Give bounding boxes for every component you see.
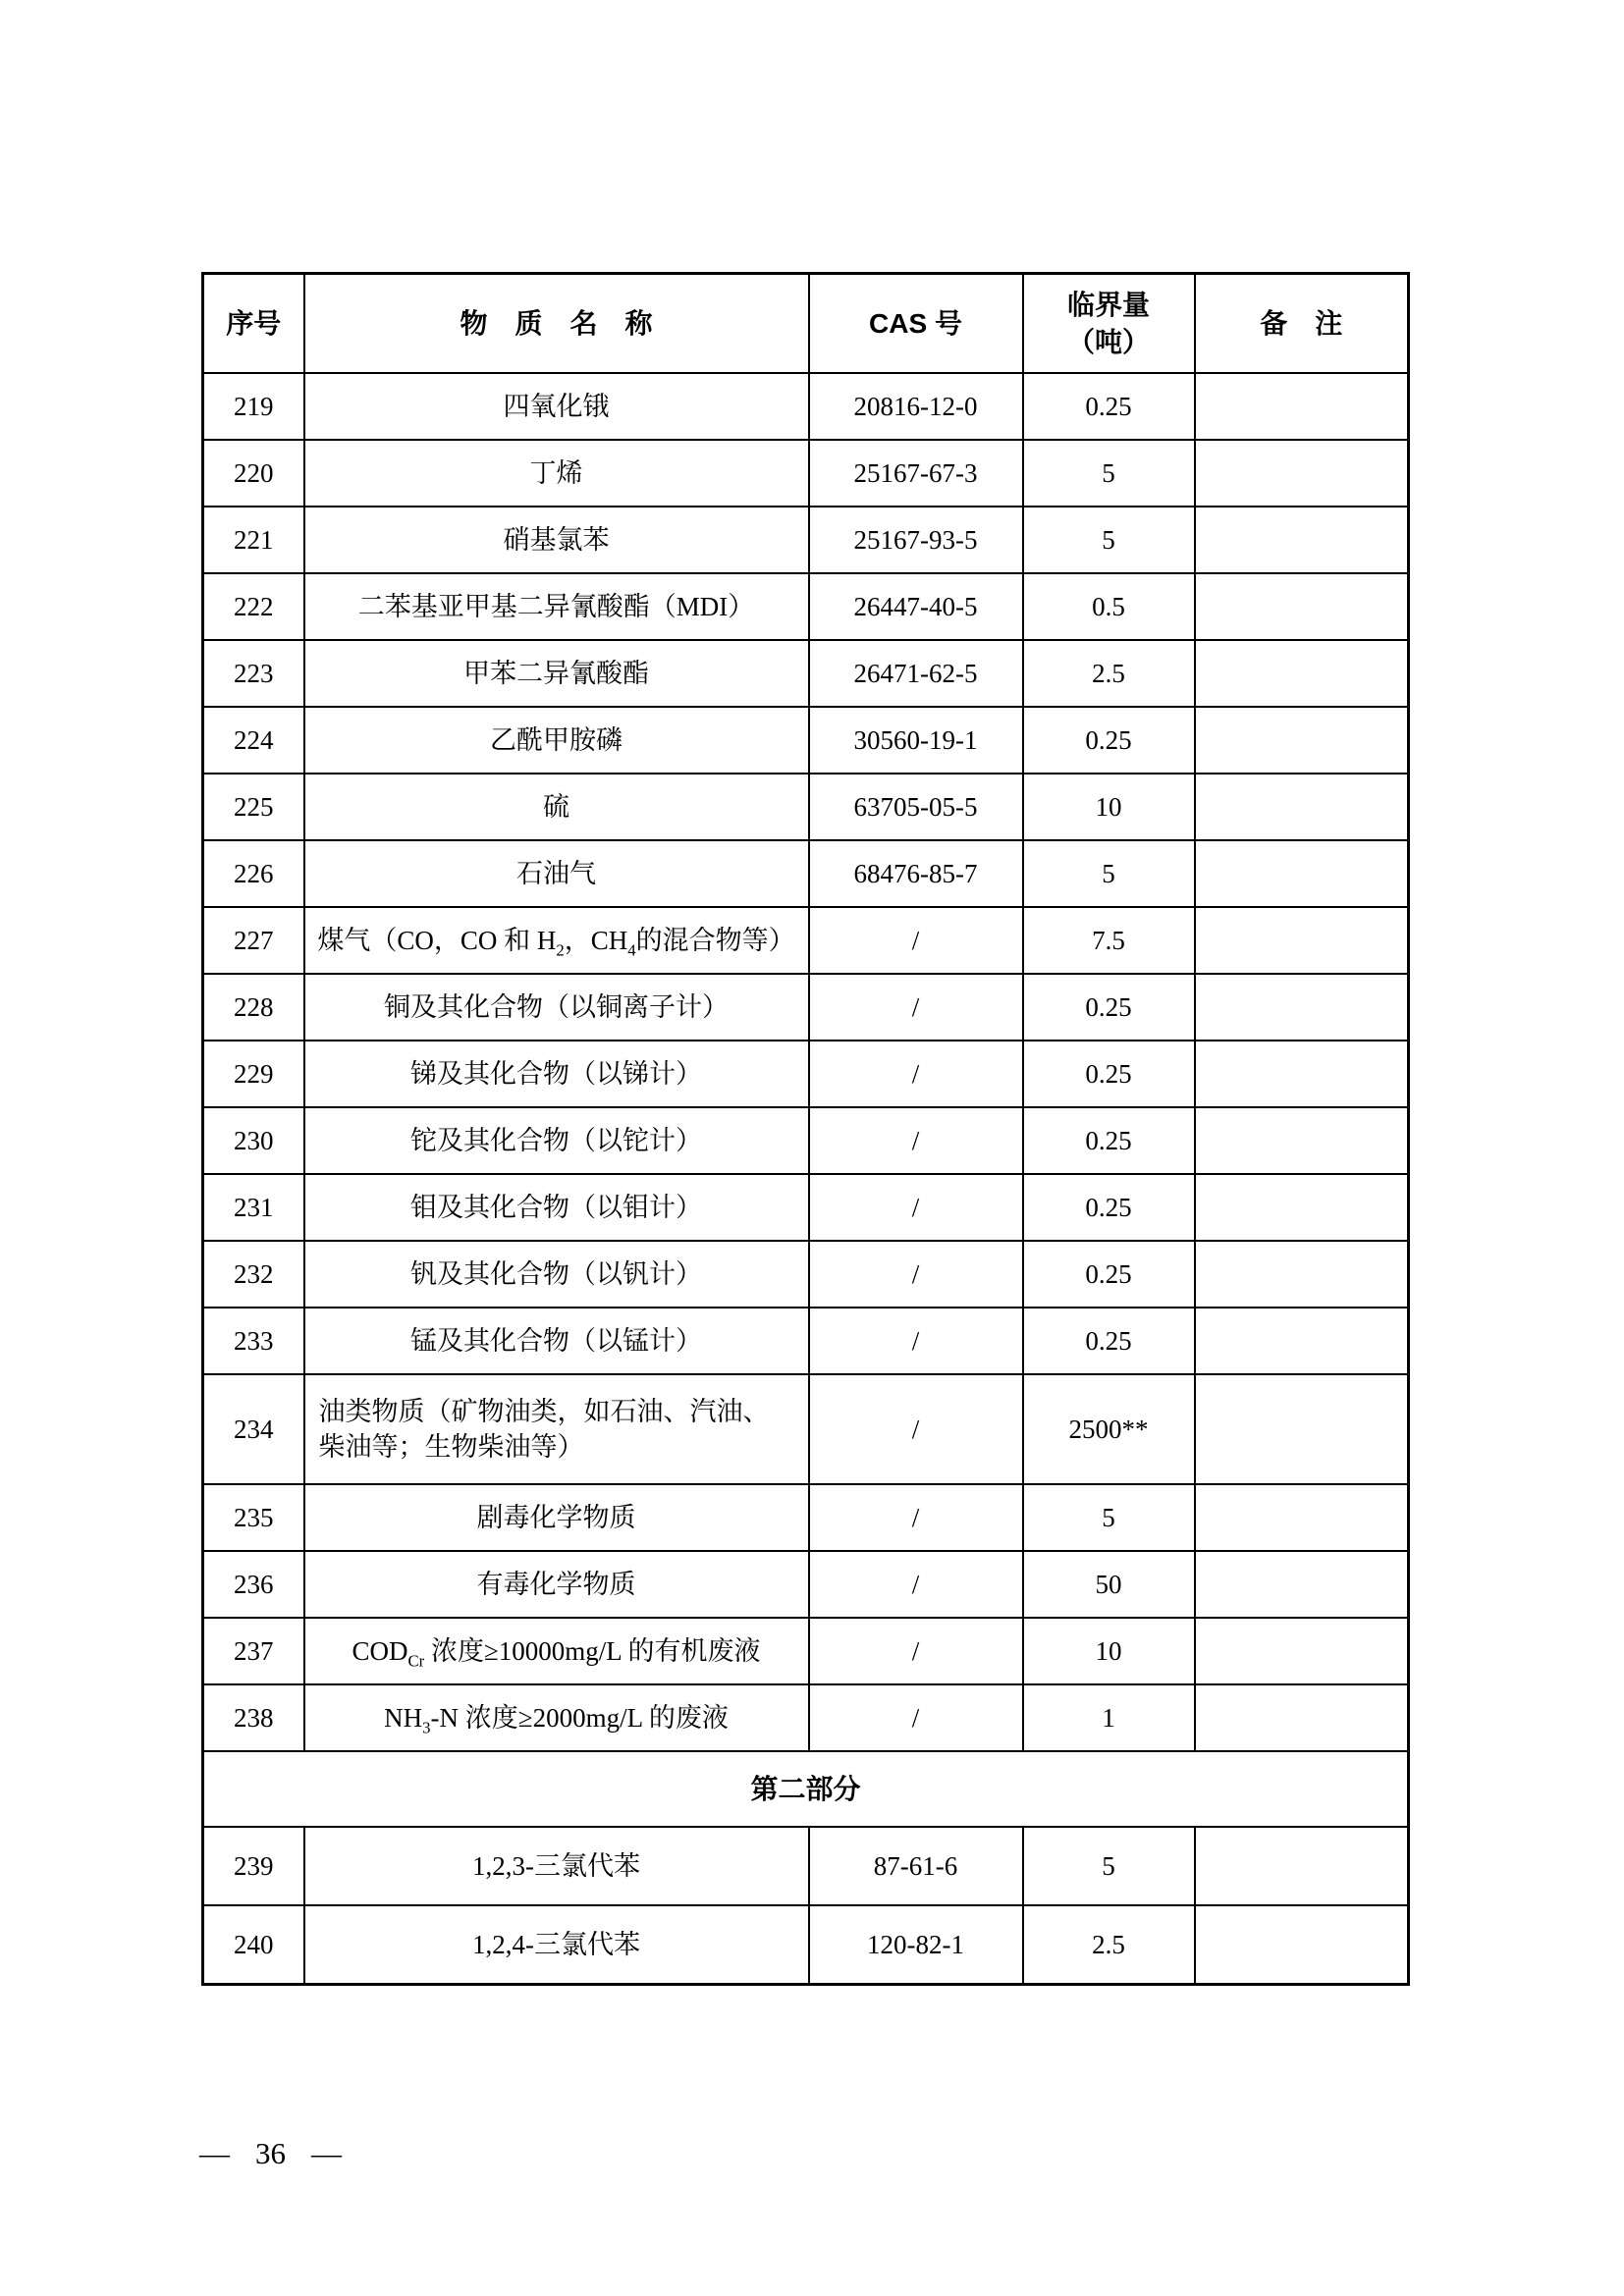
threshold-cell: 0.25 xyxy=(1023,1241,1195,1308)
row-index-cell: 240 xyxy=(203,1905,304,1984)
threshold-cell: 0.25 xyxy=(1023,1174,1195,1241)
substance-name-cell: 剧毒化学物质 xyxy=(304,1484,809,1551)
cas-number-cell: 26447-40-5 xyxy=(809,573,1023,640)
substance-name-cell: 钒及其化合物（以钒计） xyxy=(304,1241,809,1308)
substance-name-cell: 1,2,4-三氯代苯 xyxy=(304,1905,809,1984)
substance-name-cell: 二苯基亚甲基二异氰酸酯（MDI） xyxy=(304,573,809,640)
substance-name-cell: 乙酰甲胺磷 xyxy=(304,707,809,774)
row-index-cell: 226 xyxy=(203,840,304,907)
remark-cell xyxy=(1195,1241,1409,1308)
table-row xyxy=(203,440,1409,507)
remark-cell xyxy=(1195,507,1409,573)
cas-number-cell: 120-82-1 xyxy=(809,1905,1023,1984)
threshold-cell: 5 xyxy=(1023,1484,1195,1551)
threshold-cell: 5 xyxy=(1023,840,1195,907)
table-row xyxy=(203,974,1409,1041)
threshold-cell: 1 xyxy=(1023,1684,1195,1751)
row-index-cell: 237 xyxy=(203,1618,304,1684)
cas-number-cell: 25167-67-3 xyxy=(809,440,1023,507)
table-row xyxy=(203,1107,1409,1174)
remark-cell xyxy=(1195,974,1409,1041)
row-index-cell: 233 xyxy=(203,1308,304,1374)
cas-number-cell: 68476-85-7 xyxy=(809,840,1023,907)
page-footer xyxy=(199,2136,342,2171)
cas-number-cell: 26471-62-5 xyxy=(809,640,1023,707)
table-row xyxy=(203,1827,1409,1905)
table-row xyxy=(203,1618,1409,1684)
footer-left-dash: — xyxy=(199,2136,230,2170)
table-row xyxy=(203,707,1409,774)
cas-number-cell: / xyxy=(809,1374,1023,1484)
substance-name-cell: 煤气（CO，CO 和 $H_2$，$CH_4$的混合物等） xyxy=(304,907,809,974)
remark-cell xyxy=(1195,1374,1409,1484)
threshold-cell: 0.25 xyxy=(1023,373,1195,440)
threshold-cell: 50 xyxy=(1023,1551,1195,1618)
row-index-cell: 230 xyxy=(203,1107,304,1174)
section-divider-label: 第二部分 xyxy=(203,1751,1409,1827)
header-threshold-line2: （吨） xyxy=(1066,326,1150,357)
remark-cell xyxy=(1195,707,1409,774)
cas-number-cell: 63705-05-5 xyxy=(809,774,1023,840)
substance-name-cell: 铊及其化合物（以铊计） xyxy=(304,1107,809,1174)
remark-cell xyxy=(1195,1618,1409,1684)
threshold-cell: 2.5 xyxy=(1023,640,1195,707)
row-index-cell: 225 xyxy=(203,774,304,840)
remark-cell xyxy=(1195,1684,1409,1751)
remark-cell xyxy=(1195,640,1409,707)
substance-table xyxy=(201,272,1410,1986)
table-row xyxy=(203,1684,1409,1751)
threshold-cell: 5 xyxy=(1023,1827,1195,1905)
cas-number-cell: / xyxy=(809,1107,1023,1174)
header-threshold-line1: 临界量 xyxy=(1066,289,1150,320)
substance-name-cell: $NH_3-N$ 浓度≥2000mg/L 的废液 xyxy=(304,1684,809,1751)
row-index-cell: 235 xyxy=(203,1484,304,1551)
row-index-cell: 232 xyxy=(203,1241,304,1308)
header-cas: CAS 号 xyxy=(809,274,1023,374)
substance-name-cell: 铜及其化合物（以铜离子计） xyxy=(304,974,809,1041)
table-row xyxy=(203,507,1409,573)
remark-cell xyxy=(1195,1484,1409,1551)
remark-cell xyxy=(1195,840,1409,907)
table-row xyxy=(203,1374,1409,1484)
cas-number-cell: / xyxy=(809,907,1023,974)
table-row xyxy=(203,1174,1409,1241)
threshold-cell: 10 xyxy=(1023,1618,1195,1684)
table-header xyxy=(203,274,1409,374)
substance-name-cell: 石油气 xyxy=(304,840,809,907)
cas-number-cell: / xyxy=(809,1551,1023,1618)
substance-name-cell: 硝基氯苯 xyxy=(304,507,809,573)
header-index: 序号 xyxy=(203,274,304,374)
cas-number-cell: / xyxy=(809,1684,1023,1751)
substance-table-container xyxy=(201,272,1407,1986)
row-index-cell: 231 xyxy=(203,1174,304,1241)
cas-number-cell: / xyxy=(809,1041,1023,1107)
row-index-cell: 236 xyxy=(203,1551,304,1618)
remark-cell xyxy=(1195,573,1409,640)
substance-name-cell: 甲苯二异氰酸酯 xyxy=(304,640,809,707)
threshold-cell: 2.5 xyxy=(1023,1905,1195,1984)
substance-name-cell: 锑及其化合物（以锑计） xyxy=(304,1041,809,1107)
threshold-cell: 0.25 xyxy=(1023,1308,1195,1374)
substance-name-cell: 锰及其化合物（以锰计） xyxy=(304,1308,809,1374)
table-row xyxy=(203,1241,1409,1308)
table-row xyxy=(203,1905,1409,1984)
cas-number-cell: 30560-19-1 xyxy=(809,707,1023,774)
table-row xyxy=(203,774,1409,840)
table-row xyxy=(203,373,1409,440)
threshold-cell: 5 xyxy=(1023,440,1195,507)
row-index-cell: 219 xyxy=(203,373,304,440)
page-number: 36 xyxy=(255,2136,286,2170)
row-index-cell: 228 xyxy=(203,974,304,1041)
threshold-cell: 10 xyxy=(1023,774,1195,840)
threshold-cell: 5 xyxy=(1023,507,1195,573)
remark-cell xyxy=(1195,1107,1409,1174)
cas-number-cell: / xyxy=(809,974,1023,1041)
section-divider-row xyxy=(203,1751,1409,1827)
cas-number-cell: 25167-93-5 xyxy=(809,507,1023,573)
row-index-cell: 229 xyxy=(203,1041,304,1107)
header-remark: 备 注 xyxy=(1195,274,1409,374)
cas-number-cell: / xyxy=(809,1174,1023,1241)
substance-name-cell: 四氧化锇 xyxy=(304,373,809,440)
remark-cell xyxy=(1195,373,1409,440)
remark-cell xyxy=(1195,774,1409,840)
table-row xyxy=(203,1551,1409,1618)
header-threshold xyxy=(1023,274,1195,374)
substance-name-cell: 1,2,3-三氯代苯 xyxy=(304,1827,809,1905)
table-row xyxy=(203,907,1409,974)
substance-name-cell: $COD_{Cr}$ 浓度≥10000mg/L 的有机废液 xyxy=(304,1618,809,1684)
table-row xyxy=(203,1308,1409,1374)
remark-cell xyxy=(1195,1174,1409,1241)
substance-name-cell: 有毒化学物质 xyxy=(304,1551,809,1618)
remark-cell xyxy=(1195,1905,1409,1984)
remark-cell xyxy=(1195,1041,1409,1107)
remark-cell xyxy=(1195,1551,1409,1618)
threshold-cell: 0.25 xyxy=(1023,1107,1195,1174)
cas-number-cell: / xyxy=(809,1484,1023,1551)
threshold-cell: 0.25 xyxy=(1023,1041,1195,1107)
cas-number-cell: / xyxy=(809,1618,1023,1684)
remark-cell xyxy=(1195,1308,1409,1374)
row-index-cell: 223 xyxy=(203,640,304,707)
table-body xyxy=(203,373,1409,1984)
table-row xyxy=(203,840,1409,907)
substance-name-cell: 丁烯 xyxy=(304,440,809,507)
remark-cell xyxy=(1195,907,1409,974)
row-index-cell: 227 xyxy=(203,907,304,974)
row-index-cell: 238 xyxy=(203,1684,304,1751)
threshold-cell: 0.25 xyxy=(1023,707,1195,774)
table-row xyxy=(203,1484,1409,1551)
row-index-cell: 222 xyxy=(203,573,304,640)
row-index-cell: 220 xyxy=(203,440,304,507)
row-index-cell: 224 xyxy=(203,707,304,774)
header-substance-name: 物 质 名 称 xyxy=(304,274,809,374)
row-index-cell: 234 xyxy=(203,1374,304,1484)
threshold-cell: 2500** xyxy=(1023,1374,1195,1484)
threshold-cell: 0.5 xyxy=(1023,573,1195,640)
remark-cell xyxy=(1195,440,1409,507)
table-row xyxy=(203,1041,1409,1107)
cas-number-cell: / xyxy=(809,1241,1023,1308)
cas-number-cell: 20816-12-0 xyxy=(809,373,1023,440)
row-index-cell: 221 xyxy=(203,507,304,573)
threshold-cell: 7.5 xyxy=(1023,907,1195,974)
substance-name-cell: 油类物质（矿物油类，如石油、汽油、柴油等；生物柴油等） xyxy=(304,1374,809,1484)
footer-right-dash: — xyxy=(311,2136,342,2170)
table-row xyxy=(203,573,1409,640)
table-row xyxy=(203,640,1409,707)
remark-cell xyxy=(1195,1827,1409,1905)
threshold-cell: 0.25 xyxy=(1023,974,1195,1041)
row-index-cell: 239 xyxy=(203,1827,304,1905)
table-header-row xyxy=(203,274,1409,374)
cas-number-cell: 87-61-6 xyxy=(809,1827,1023,1905)
substance-name-cell: 硫 xyxy=(304,774,809,840)
cas-number-cell: / xyxy=(809,1308,1023,1374)
substance-name-cell: 钼及其化合物（以钼计） xyxy=(304,1174,809,1241)
